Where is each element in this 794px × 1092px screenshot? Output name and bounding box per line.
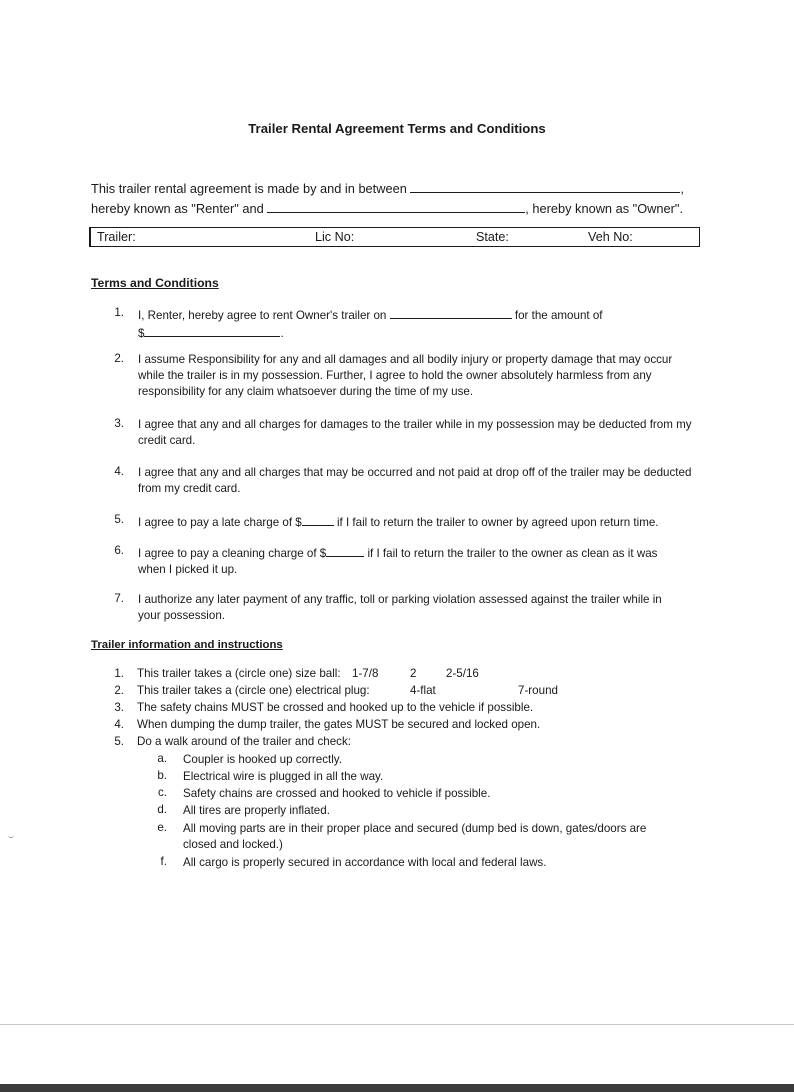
instruction-number: 5. [114, 735, 124, 748]
trailer-field-label[interactable]: Trailer: [97, 230, 136, 244]
checklist-letter: b. [157, 769, 167, 782]
checklist-item: Electrical wire is plugged in all the way. [183, 770, 384, 783]
instruction-number: 3. [114, 701, 124, 714]
term-number: 6. [114, 544, 124, 557]
ball-size-option[interactable]: 2-5/16 [446, 667, 479, 680]
term-5: I agree to pay a late charge of $ if I fail to return the trailer to owner by agreed upon return time. [138, 513, 698, 531]
rental-amount-blank[interactable] [144, 324, 280, 337]
intro-owner-label: , hereby known as "Owner". [525, 201, 684, 216]
scan-mark [8, 834, 14, 838]
term-number: 1. [114, 306, 124, 319]
trailer-info-box [89, 227, 700, 247]
scan-line [0, 1024, 794, 1025]
checklist-item: All moving parts are in their proper place and secured (dump bed is down, gates/doors are closed and locked.) [183, 822, 647, 851]
term-7: I authorize any later payment of any traffic, toll or parking violation assessed against the trailer while in your possession. [138, 593, 662, 622]
checklist-item: Safety chains are crossed and hooked to vehicle if possible. [183, 787, 491, 800]
ball-size-option[interactable]: 2 [410, 667, 417, 680]
instruction-2: This trailer takes a (circle one) electrical plug: [137, 684, 370, 697]
lic-no-field-label[interactable]: Lic No: [315, 230, 355, 244]
checklist-item: All tires are properly inflated. [183, 804, 330, 817]
term-1: I, Renter, hereby agree to rent Owner's trailer on for the amount of $ . [138, 306, 698, 342]
term-2: I assume Responsibility for any and all damages and all bodily injury or property damage that may occur while the trailer is in my possession. Further, I agree to hold the owner absolutely harmless from any responsibility for any claim whatsoever during the time of my use. [138, 353, 673, 398]
intro-line-2 [91, 200, 683, 216]
state-field-label[interactable]: State: [476, 230, 509, 244]
instruction-1: This trailer takes a (circle one) size ball: [137, 667, 341, 680]
checklist-letter: c. [157, 786, 167, 799]
veh-no-field-label[interactable]: Veh No: [588, 230, 633, 244]
term-number: 4. [114, 465, 124, 478]
instruction-5: Do a walk around of the trailer and check: [137, 735, 351, 748]
scan-bottom-edge [0, 1084, 794, 1092]
checklist-item: All cargo is properly secured in accordance with local and federal laws. [183, 856, 547, 869]
instruction-number: 2. [114, 684, 124, 697]
late-charge-blank[interactable] [302, 513, 334, 526]
term-number: 7. [114, 592, 124, 605]
instruction-number: 4. [114, 718, 124, 731]
term-6: I agree to pay a cleaning charge of $ if I fail to return the trailer to the owner as clean as it was when I picked it up. [138, 544, 678, 578]
intro-text: This trailer rental agreement is made by and in between [91, 181, 407, 196]
plug-option[interactable]: 4-flat [410, 684, 436, 697]
ball-size-option[interactable]: 1-7/8 [352, 667, 379, 680]
term-number: 5. [114, 513, 124, 526]
checklist-letter: e. [157, 821, 167, 834]
checklist-item: Coupler is hooked up correctly. [183, 753, 342, 766]
term-4: I agree that any and all charges that may be occurred and not paid at drop off of the trailer may be deducted from my credit card. [138, 466, 692, 495]
checklist-letter: a. [157, 752, 167, 765]
owner-name-blank[interactable] [267, 200, 525, 213]
trailer-info-heading: Trailer information and instructions [91, 639, 283, 651]
terms-heading: Terms and Conditions [91, 276, 219, 290]
term-number: 3. [114, 417, 124, 430]
checklist-letter: f. [160, 855, 167, 868]
instruction-number: 1. [114, 667, 124, 680]
document-title: Trailer Rental Agreement Terms and Conditions [248, 121, 546, 136]
intro-renter-label: hereby known as "Renter" and [91, 201, 264, 216]
instruction-4: When dumping the dump trailer, the gates MUST be secured and locked open. [137, 718, 541, 731]
cleaning-charge-blank[interactable] [326, 544, 364, 557]
checklist-letter: d. [157, 803, 167, 816]
renter-name-blank[interactable] [410, 180, 680, 193]
instruction-3: The safety chains MUST be crossed and hooked up to the vehicle if possible. [137, 701, 534, 714]
rental-date-blank[interactable] [390, 306, 512, 319]
term-3: I agree that any and all charges for damages to the trailer while in my possession may be deducted from my credit card. [138, 418, 692, 447]
plug-option[interactable]: 7-round [518, 684, 558, 697]
intro-line-1: This trailer rental agreement is made by and in between , [91, 181, 684, 196]
term-number: 2. [114, 352, 124, 365]
